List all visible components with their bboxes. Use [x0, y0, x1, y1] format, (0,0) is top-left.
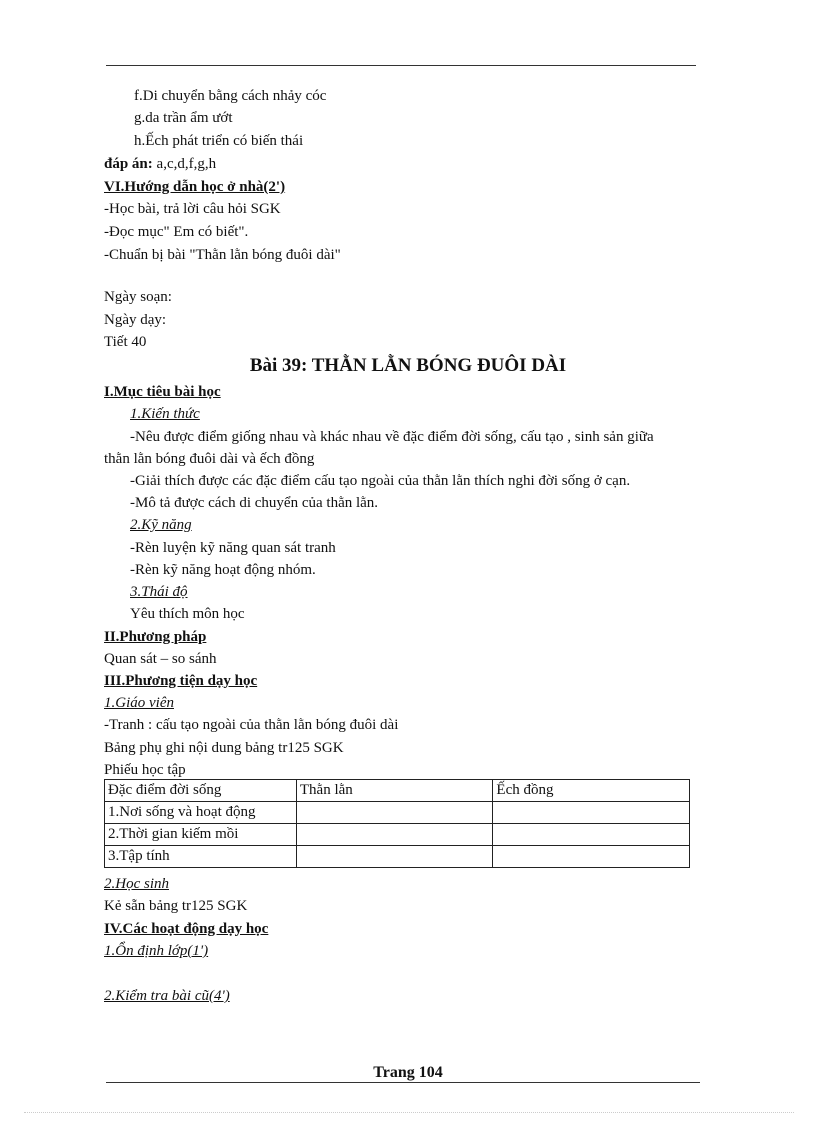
kien-thuc-2: -Giải thích được các đặc điểm cấu tạo ngoài của thằn lằn thích nghi đời sống ở cạn.: [130, 473, 631, 489]
option-h: h.Ếch phát triển có biến thái: [134, 133, 304, 149]
table-cell: 1.Nơi sống và hoạt động: [105, 802, 297, 824]
page-edge-divider: [24, 1112, 794, 1113]
table-row: [105, 846, 690, 868]
homework-3: -Chuẩn bị bài "Thằn lằn bóng đuôi dài": [104, 247, 341, 263]
answer-label: đáp án:: [104, 156, 153, 172]
table-cell: [493, 846, 690, 868]
option-f: f.Di chuyển bằng cách nhảy cóc: [134, 88, 327, 104]
table-header-cell: Đặc điểm đời sống: [105, 780, 297, 802]
table-cell: [493, 824, 690, 846]
top-rule: [106, 65, 696, 66]
thai-do-1: Yêu thích môn học: [130, 606, 245, 622]
table-cell: [296, 846, 493, 868]
tiet: Tiết 40: [104, 334, 147, 350]
section-iii-heading: III.Phương tiện dạy học: [104, 673, 258, 689]
ky-nang-1: -Rèn luyện kỹ năng quan sát tranh: [130, 540, 336, 556]
phuong-phap-1: Quan sát – so sánh: [104, 651, 217, 667]
table-cell: [493, 802, 690, 824]
bottom-rule: [106, 1082, 700, 1083]
giao-vien-heading: 1.Giáo viên: [104, 695, 174, 711]
section-ii-heading: II.Phương pháp: [104, 629, 207, 645]
kien-thuc-1a: -Nêu được điểm giống nhau và khác nhau về đặc điểm đời sống, cấu tạo , sinh sản giữa: [130, 429, 654, 445]
page-number: Trang 104: [373, 1064, 443, 1081]
section-vi-heading: VI.Hướng dẫn học ở nhà(2'): [104, 179, 286, 195]
on-dinh-heading: 1.Ổn định lớp(1'): [104, 943, 209, 959]
section-i-heading: I.Mục tiêu bài học: [104, 384, 221, 400]
table-cell: [296, 802, 493, 824]
ngay-soan: Ngày soạn:: [104, 289, 172, 305]
kien-thuc-heading: 1.Kiến thức: [130, 406, 200, 422]
table-cell: [296, 824, 493, 846]
giao-vien-3: Phiếu học tập: [104, 762, 186, 778]
table-cell: 2.Thời gian kiếm mồi: [105, 824, 297, 846]
homework-2: -Đọc mục" Em có biết".: [104, 224, 249, 240]
table-cell: 3.Tập tính: [105, 846, 297, 868]
lesson-title: Bài 39: THẰN LẰN BÓNG ĐUÔI DÀI: [249, 355, 567, 376]
table-header-cell: Thằn lằn: [296, 780, 493, 802]
giao-vien-1: -Tranh : cấu tạo ngoài của thằn lằn bóng đuôi dài: [104, 717, 399, 733]
giao-vien-2: Bảng phụ ghi nội dung bảng tr125 SGK: [104, 740, 344, 756]
kiem-tra-heading: 2.Kiểm tra bài cũ(4'): [104, 988, 230, 1004]
hoc-sinh-1: Kẻ sẵn bảng tr125 SGK: [104, 898, 248, 914]
kien-thuc-1b: thằn lằn bóng đuôi dài và ếch đồng: [104, 451, 315, 467]
homework-1: -Học bài, trả lời câu hỏi SGK: [104, 201, 281, 217]
ngay-day: Ngày dạy:: [104, 312, 167, 328]
answer-line: [104, 153, 216, 175]
section-iv-heading: IV.Các hoạt động dạy học: [104, 921, 269, 937]
ky-nang-2: -Rèn kỹ năng hoạt động nhóm.: [130, 562, 316, 578]
option-g: g.da trần ẩm ướt: [134, 110, 233, 126]
ky-nang-heading: 2.Kỹ năng: [130, 517, 192, 533]
table-header-cell: Ếch đồng: [493, 780, 690, 802]
table-row: [105, 802, 690, 824]
kien-thuc-3: -Mô tả được cách di chuyển của thằn lằn.: [130, 495, 379, 511]
hoc-sinh-heading: 2.Học sinh: [104, 876, 169, 892]
worksheet-table: [104, 779, 690, 868]
table-header-row: [105, 780, 690, 802]
answer-value: a,c,d,f,g,h: [152, 156, 217, 172]
table-row: [105, 824, 690, 846]
thai-do-heading: 3.Thái độ: [130, 584, 188, 600]
